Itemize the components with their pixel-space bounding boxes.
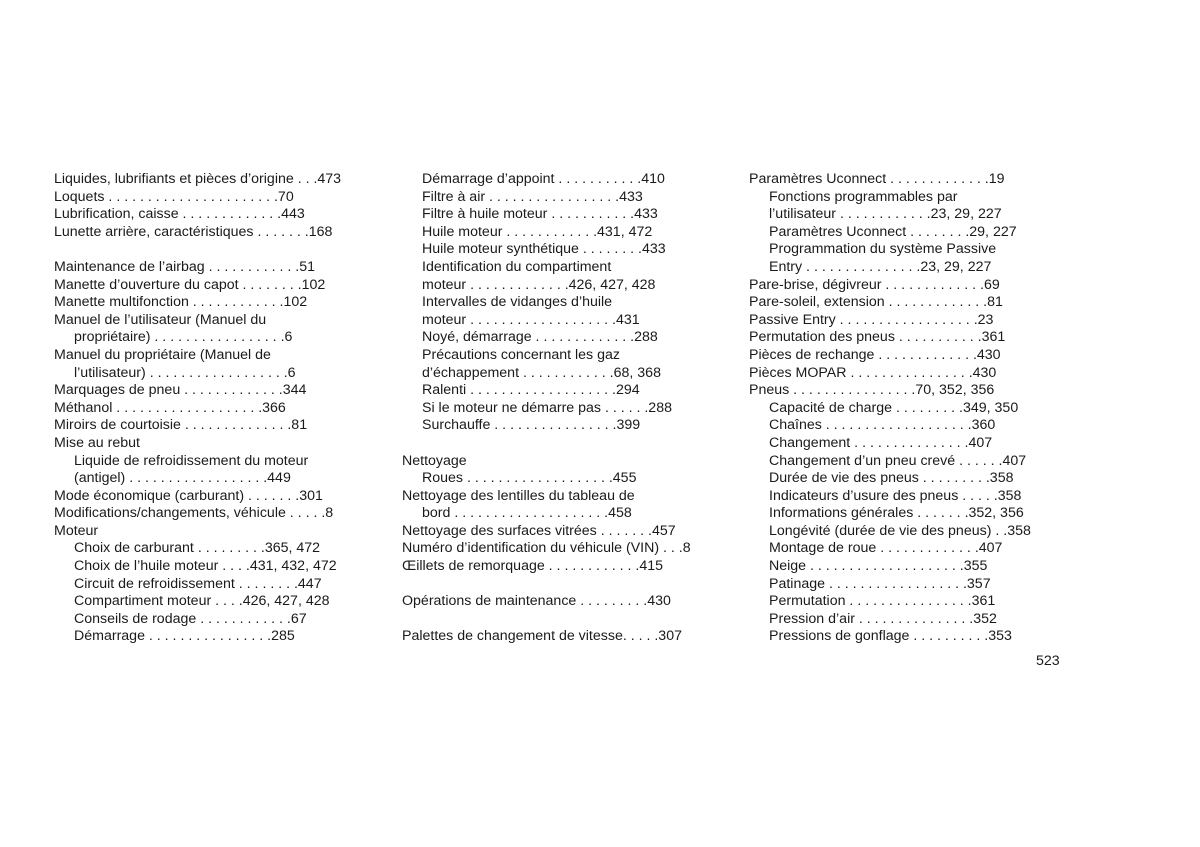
index-subentry: Circuit de refroidissement . . . . . . . .447 <box>74 575 322 592</box>
index-subentry: Démarrage d’appoint . . . . . . . . . . .410 <box>422 171 665 187</box>
index-entry: Maintenance de l’airbag . . . . . . . . . . . .51 <box>54 258 316 275</box>
index-subentry: Surchauffe . . . . . . . . . . . . . . . .399 <box>422 417 641 434</box>
index-entry: Liquides, lubrifiants et pièces d’origine . . .473 <box>54 171 342 187</box>
index-subentry: Programmation du système Passive <box>769 241 997 258</box>
blank-spacer <box>402 576 714 594</box>
index-entry: Pare-brise, dégivreur . . . . . . . . . . . . .69 <box>749 276 1000 293</box>
index-subentry: Huile moteur synthétique . . . . . . . .433 <box>422 241 666 258</box>
index-subentry: Choix de carburant . . . . . . . . .365, 472 <box>74 540 321 557</box>
index-subentry: l’utilisateur . . . . . . . . . . . .23, 29, 227 <box>769 206 1002 223</box>
index-entry: Pièces de rechange . . . . . . . . . . . . .430 <box>749 346 1001 363</box>
index-subentry: moteur . . . . . . . . . . . . . . . . . . .431 <box>422 311 640 328</box>
index-column-2 <box>402 171 714 646</box>
index-entry: Loquets . . . . . . . . . . . . . . . . . . . . . .70 <box>54 188 294 205</box>
index-subentry: Longévité (durée de vie des pneus) . .358 <box>769 522 1031 539</box>
index-subentry: Indicateurs d’usure des pneus . . . . .358 <box>769 487 1022 504</box>
index-entry: Manette d’ouverture du capot . . . . . . . .102 <box>54 276 326 293</box>
index-subentry: l’utilisateur) . . . . . . . . . . . . . . . . . .6 <box>74 364 296 381</box>
index-subentry: Paramètres Uconnect . . . . . . . .29, 227 <box>769 223 1017 240</box>
index-subentry: propriétaire) . . . . . . . . . . . . . . . . .6 <box>74 329 293 346</box>
index-entry: Nettoyage des lentilles du tableau de <box>402 487 635 504</box>
index-entry: Nettoyage <box>402 452 467 469</box>
index-subentry: Pressions de gonflage . . . . . . . . . .353 <box>769 628 1012 645</box>
index-entry: Pare-soleil, extension . . . . . . . . . . . . .81 <box>749 294 1003 311</box>
index-subentry: Changement d’un pneu crevé . . . . . .407 <box>769 452 1027 469</box>
index-subentry: Ralenti . . . . . . . . . . . . . . . . . . .294 <box>422 382 640 399</box>
index-entry: Marquages de pneu . . . . . . . . . . . . .344 <box>54 382 307 399</box>
index-subentry: Liquide de refroidissement du moteur <box>74 452 309 469</box>
index-entry: Moteur <box>54 522 99 539</box>
index-subentry: Démarrage . . . . . . . . . . . . . . . .285 <box>74 628 295 645</box>
blank-spacer <box>54 241 366 259</box>
index-subentry: bord . . . . . . . . . . . . . . . . . . . .458 <box>422 505 632 522</box>
index-subentry: Intervalles de vidanges d’huile <box>422 294 613 311</box>
index-entry: Nettoyage des surfaces vitrées . . . . . . .457 <box>402 522 676 539</box>
index-subentry: Précautions concernant les gaz <box>422 346 620 363</box>
index-subentry: Pression d’air . . . . . . . . . . . . . . .352 <box>769 610 997 627</box>
index-entry: Manette multifonction . . . . . . . . . . . .102 <box>54 294 308 311</box>
index-subentry: Choix de l’huile moteur . . . .431, 432, 472 <box>74 558 337 575</box>
index-entry: Manuel du propriétaire (Manuel de <box>54 346 271 363</box>
index-entry: Œillets de remorquage . . . . . . . . . . . .415 <box>402 558 664 575</box>
blank-spacer <box>402 435 714 453</box>
index-entry: Manuel de l’utilisateur (Manuel du <box>54 311 267 328</box>
index-subentry: Conseils de rodage . . . . . . . . . . . .67 <box>74 610 307 627</box>
index-subentry: Neige . . . . . . . . . . . . . . . . . . . .355 <box>769 558 988 575</box>
index-entry: Mode économique (carburant) . . . . . . .301 <box>54 487 323 504</box>
index-subentry: Filtre à air . . . . . . . . . . . . . . . . .433 <box>422 188 643 205</box>
index-subentry: d’échappement . . . . . . . . . . . .68, 368 <box>422 364 661 381</box>
index-subentry: Changement . . . . . . . . . . . . . . .407 <box>769 434 993 451</box>
index-subentry: moteur . . . . . . . . . . . . .426, 427, 428 <box>422 276 656 293</box>
index-subentry: Compartiment moteur . . . .426, 427, 428 <box>74 593 330 610</box>
index-entry: Permutation des pneus . . . . . . . . . . .361 <box>749 329 1006 346</box>
index-entry: Palettes de changement de vitesse. . . . .307 <box>402 628 682 645</box>
index-subentry: Chaînes . . . . . . . . . . . . . . . . . . .360 <box>769 417 996 434</box>
index-subentry: Roues . . . . . . . . . . . . . . . . . . .455 <box>422 470 637 487</box>
index-subentry: Informations générales . . . . . . .352, 356 <box>769 505 1024 522</box>
index-entry: Opérations de maintenance . . . . . . . . .430 <box>402 593 671 610</box>
index-subentry: Noyé, démarrage . . . . . . . . . . . . .288 <box>422 329 658 346</box>
index-entry: Numéro d’identification du véhicule (VIN) . . .8 <box>402 540 691 557</box>
index-entry: Paramètres Uconnect . . . . . . . . . . . . .19 <box>749 171 1005 187</box>
index-subentry: Huile moteur . . . . . . . . . . . .431, 472 <box>422 223 653 240</box>
index-entry: Lunette arrière, caractéristiques . . . . . . .168 <box>54 223 333 240</box>
page-number: 523 <box>1036 653 1060 669</box>
index-subentry: Entry . . . . . . . . . . . . . . .23, 29, 227 <box>769 258 992 275</box>
index-column-1 <box>54 171 366 646</box>
index-subentry: Patinage . . . . . . . . . . . . . . . . . .357 <box>769 575 991 592</box>
index-entry: Passive Entry . . . . . . . . . . . . . . . . . .23 <box>749 311 994 328</box>
index-column-3 <box>749 171 1060 646</box>
index-entry: Méthanol . . . . . . . . . . . . . . . . . . .366 <box>54 399 286 416</box>
index-subentry: Identification du compartiment <box>422 258 612 275</box>
index-subentry: Fonctions programmables par <box>769 188 958 205</box>
index-entry: Modifications/changements, véhicule . . . . .8 <box>54 505 334 522</box>
blank-spacer <box>402 611 714 629</box>
index-subentry: Si le moteur ne démarre pas . . . . . .288 <box>422 399 672 416</box>
index-entry: Pneus . . . . . . . . . . . . . . . .70, 352, 356 <box>749 382 995 399</box>
index-subentry: Capacité de charge . . . . . . . . .349, 350 <box>769 399 1019 416</box>
index-entry: Mise au rebut <box>54 434 140 451</box>
index-subentry: Durée de vie des pneus . . . . . . . . .358 <box>769 470 1014 487</box>
index-entry: Miroirs de courtoisie . . . . . . . . . . . . . .81 <box>54 417 308 434</box>
index-subentry: (antigel) . . . . . . . . . . . . . . . . . .449 <box>74 470 291 487</box>
index-subentry: Permutation . . . . . . . . . . . . . . . .361 <box>769 593 996 610</box>
index-entry: Pièces MOPAR . . . . . . . . . . . . . . . .430 <box>749 364 997 381</box>
index-entry: Lubrification, caisse . . . . . . . . . . . . .443 <box>54 206 305 223</box>
index-subentry: Filtre à huile moteur . . . . . . . . . . .433 <box>422 206 658 223</box>
index-subentry: Montage de roue . . . . . . . . . . . . .407 <box>769 540 1003 557</box>
